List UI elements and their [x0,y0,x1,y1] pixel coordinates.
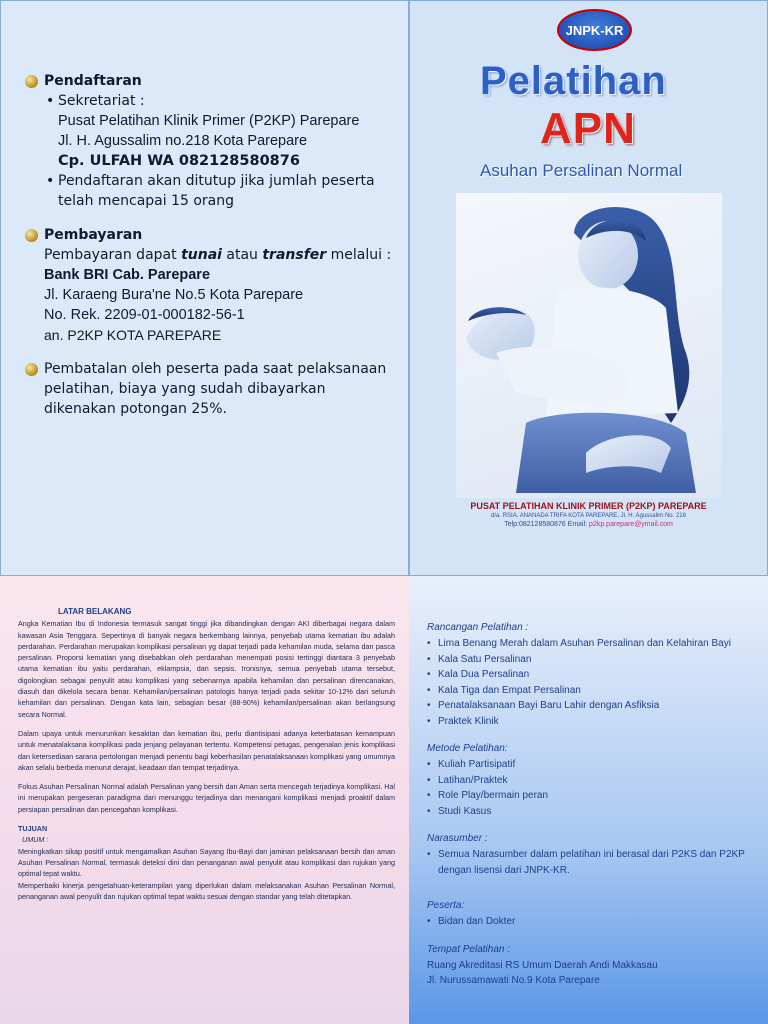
payment-section [25,225,398,345]
address-line: Jl. H. Agussalim no.218 Kota Parepare [58,133,308,149]
venue-heading: Tempat Pelatihan : [427,943,511,955]
list-item: • Kuliah Partisipatif [427,757,754,773]
org-name: PUSAT PELATIHAN KLINIK PRIMER (P2KP) PAREPARE [470,501,707,511]
list-item: • Role Play/bermain peran [427,788,754,804]
cancellation-section [25,359,398,419]
list-item: • Kala Dua Persalinan [427,667,754,683]
goal-text1: Meningkatkan sikap positif untuk mengamalkan Asuhan Sayang Ibu-Bayi dan jaminan pelaksanaan bersih dan aman Asuhan Persalinan Normal, termasuk deteksi dini dan penanganan awal penyulit atau komplikasi dan rujukan yang optimal tepat waktu. [18,846,395,879]
method-list [427,757,754,819]
participant-list [427,914,754,930]
bullet-ball-icon [25,75,38,88]
list-item: • Lima Benang Merah dalam Asuhan Persalinan dan Kelahiran Bayi [427,636,754,652]
list-item: • Praktek Klinik [427,714,754,730]
account-name: an. P2KP KOTA PAREPARE [44,327,222,343]
list-item: • Studi Kasus [427,804,754,820]
jnpk-logo: JNPK-KR [557,9,632,51]
bullet-ball-icon [25,363,38,376]
cancellation-text: Pembatalan oleh peserta pada saat pelaksanaan pelatihan, biaya yang sudah dibayarkan dikenakan potongan 25%. [44,361,387,417]
list-item: • Kala Satu Persalinan [427,652,754,668]
plan-heading: Rancangan Pelatihan : [427,622,529,633]
speaker-heading: Narasumber : [427,833,488,844]
mother-baby-illustration [456,193,722,498]
background-heading: LATAR BELAKANG [58,607,132,616]
contact-line: Cp. ULFAH WA 082128580876 [58,153,300,169]
speaker-list [427,847,754,878]
registration-heading: Pendaftaran [44,73,142,89]
participant-heading: Peserta: [427,900,465,911]
bank-address: Jl. Karaeng Bura'ne No.5 Kota Parepare [44,287,304,303]
closing-note: • Pendaftaran akan ditutup jika jumlah peserta telah mencapai 15 orang [44,171,398,211]
cover-title-line1: Pelatihan [480,59,667,103]
secretariat-label: • Sekretariat : [44,91,398,111]
method-heading: Metode Pelatihan: [427,743,508,754]
bullet-ball-icon [25,229,38,242]
cover-panel [409,0,768,576]
list-item: • Penatalaksanaan Bayi Baru Lahir dengan Asfiksia [427,698,754,714]
list-item: • Bidan dan Dokter [427,914,754,930]
payment-heading: Pembayaran [44,227,143,243]
cover-subtitle: Asuhan Persalinan Normal [480,161,683,180]
account-line: No. Rek. 2209-01-000182-56-1 [44,307,245,323]
plan-list [427,636,754,729]
payment-method: Pembayaran dapat tunai atau transfer melalui : [44,247,392,263]
venue-line2: Jl. Nurussamawati No.9 Kota Parepare [427,974,600,986]
registration-section [25,71,398,211]
cover-title-line2: APN [540,104,636,153]
list-item: • Latihan/Praktek [427,773,754,789]
mother-baby-photo [456,193,722,498]
details-panel [409,576,768,1024]
venue-line1: Ruang Akreditasi RS Umum Daerah Andi Makkasau [427,959,658,971]
org-address: d/a. RSIA. ANANADA TRIFA KOTA PAREPARE, Jl. H. Agussalim No. 218 [491,513,686,519]
background-para1: Angka Kematian Ibu di Indonesia termasuk sangat tinggi jika dibandingkan dengan AKI diberbagai negara dalam kawasan Asia Tenggara. Sepertinya di banyak negara berkembang lainnya, penyebab utama kematian ibu adalah perdarahan. Perdarahan merupakan komplikasi persalinan yg dapat terjadi pada kehamilan muda, selama dan pasca persalinan. Proporsi kematian yang disebabkan oleh perdarahan menempati posisi tertinggi diantara 3 penyebab utama kematian ibu yaitu perdarahan, eklampsia, dan sepsis. Ironisnya, semua penyebab utama tersebut, digolongkan sebagai penyulit atau komplikasi yang sebenarnya apabila kehamilan dan persalinan direncanakan, diasuh dan dikelola secara benar. Kehamilan/persalinan patologis hanya terjadi pada sekitar 10-12% dari seluruh kehamilan dan persalinan. Dengan kata lain, sebagian besar (88-90%) kehamilan/persalinan akan berlangsung secara Normal. [18,619,395,719]
background-para2: Dalam upaya untuk menurunkan kesakitan dan kematian ibu, perlu diantisipasi adanya keterbatasan kemampuan untuk menatalaksana komplikasi pada jenjang pelayanan tertentu. Kompetensi petugas, pengenalan jenis komplikasi dan ketersediaan sarana pertolongan menjadi penentu bagi keberhasilan penatalaksanaan komplikasi yang umumnya akan selalu berbeda menurut derajat, keadaan dan tempat terjadinya. [18,728,395,772]
speaker-text: • Semua Narasumber dalam pelatihan ini berasal dari P2KS dan P2KP dengan lisensi dari JNPK-KR. [427,847,754,878]
goal-general-label: UMUM : [22,835,49,845]
goal-text2: Memperbaiki kinerja pengetahuan-keterampilan yang diperlukan dalam melaksanakan Asuhan Persalinan Normal, penanganan awal penyulit dan rujukan optimal tepat waktu sesuai dengan standar yang telah ditetapkan. [18,880,395,901]
org-contact: Telp:082128580876 Email: p2kp.parepare@ymail.com [504,521,673,528]
bank-line: Bank BRI Cab. Parepare [44,267,211,283]
list-item: • Kala Tiga dan Empat Persalinan [427,683,754,699]
registration-panel [0,0,409,576]
background-panel [0,576,409,1024]
org-email[interactable]: p2kp.parepare@ymail.com [589,521,673,528]
goal-heading: TUJUAN [18,824,48,834]
background-para3: Fokus Asuhan Persalinan Normal adalah Persalinan yang bersih dan Aman serta mencegah terjadinya komplikasi. Hal ini merupakan pergeseran paradigma dari menunggu terjadinya dan menangani komplikasi menjadi proaktif dalam persiapan persalinan dan pencegahan komplikasi. [18,782,395,814]
center-line: Pusat Pelatihan Klinik Primer (P2KP) Parepare [58,113,360,129]
